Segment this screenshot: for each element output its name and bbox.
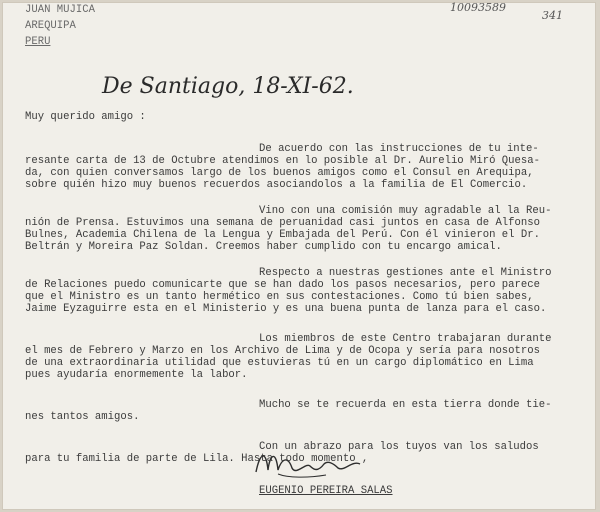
paragraph-line: nes tantos amigos. [25, 411, 140, 423]
letter-page [2, 2, 596, 510]
paragraph-line: resante carta de 13 de Octubre atendimos en lo posible al Dr. Aurelio Miró Quesa- [25, 155, 540, 167]
paragraph-line: pues ayudaría enormemente la labor. [25, 369, 248, 381]
paragraph-line: nión de Prensa. Estuvimos una semana de peruanidad casi juntos en casa de Alfonso [25, 217, 540, 229]
paragraph-line: el mes de Febrero y Marzo en los Archivo de Lima y de Ocopa y sería para nosotros [25, 345, 540, 357]
paragraph-line: Beltrán y Moreira Paz Soldan. Creemos haber cumplido con tu encargo amical. [25, 241, 502, 253]
paragraph-line: Vino con una comisión muy agradable al la Reu- [259, 205, 552, 217]
paragraph-line: da, con quien conversamos largo de los buenos amigos como el Consul en Arequipa, [25, 167, 534, 179]
sender-name: JUAN MUJICA [25, 4, 95, 16]
paragraph-line: Los miembros de este Centro trabajaran durante [259, 333, 552, 345]
paragraph-line: sobre quién hizo muy buenos recuerdos asociandolos a la familia de El Comercio. [25, 179, 528, 191]
salutation: Muy querido amigo : [25, 111, 146, 123]
paragraph-line: Con un abrazo para los tuyos van los saludos [259, 441, 539, 453]
signature-name: EUGENIO PEREIRA SALAS [259, 485, 393, 497]
paragraph-line: de Relaciones puedo comunicarte que se han dado los pasos necesarios, pero parece [25, 279, 540, 291]
handwritten-signature [248, 442, 398, 482]
sender-country: PERU [25, 36, 51, 48]
paragraph-line: Jaime Eyzaguirre esta en el Ministerio y es una buena punta de lanza para el caso. [25, 303, 547, 315]
paragraph-line: Bulnes, Academia Chilena de la Lengua y Embajada del Perú. Con él vinieron el Dr. [25, 229, 540, 241]
archive-page-number: 341 [542, 9, 563, 22]
archive-call-number: 10093589 [450, 1, 506, 14]
paragraph-line: Mucho se te recuerda en esta tierra donde tie- [259, 399, 552, 411]
sender-city: AREQUIPA [25, 20, 76, 32]
paragraph-line: Respecto a nuestras gestiones ante el Ministro [259, 267, 552, 279]
paragraph-line: de una extraordinaria utilidad que estuvieras tú en un cargo diplomático en Lima [25, 357, 534, 369]
dateline: De Santiago, 18-XI-62. [102, 74, 354, 99]
paragraph-line: que el Ministro es un tanto hermético en sus contestaciones. Como tú bien sabes, [25, 291, 534, 303]
paragraph-line: para tu familia de parte de Lila. Hasta todo momento , [25, 453, 369, 465]
paragraph-line: De acuerdo con las instrucciones de tu inte- [259, 143, 539, 155]
